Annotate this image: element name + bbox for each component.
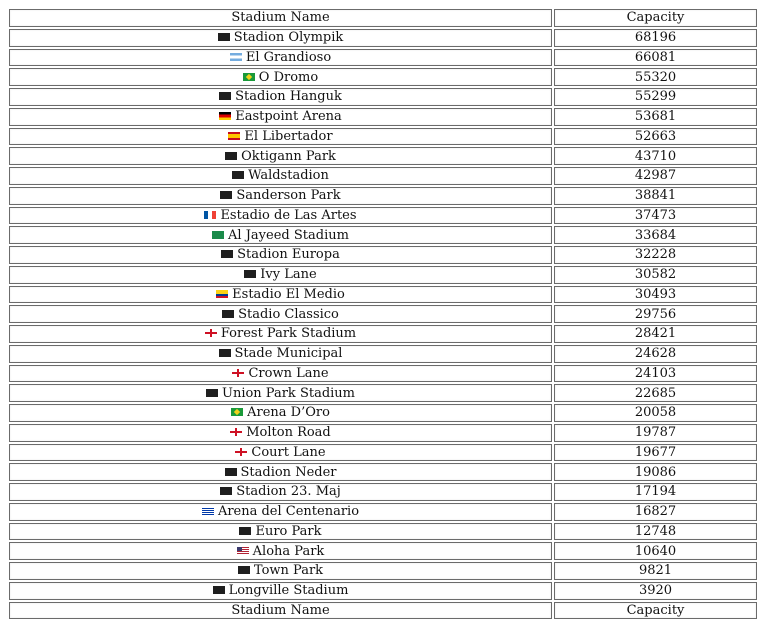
stadium-name-cell [9, 266, 552, 284]
stadium-name: Stadion Europa [237, 247, 340, 263]
flag-icon [235, 448, 247, 456]
stadium-name: Eastpoint Arena [235, 109, 342, 125]
table-row [9, 404, 757, 422]
capacity-cell: 55299 [554, 88, 757, 106]
stadium-name: Ivy Lane [260, 267, 317, 283]
capacity-cell: 38841 [554, 187, 757, 205]
stadium-name: Al Jayeed Stadium [228, 227, 349, 243]
stadium-name: Stade Municipal [234, 346, 343, 362]
capacity-cell: 24103 [554, 365, 757, 383]
flag-icon [213, 586, 225, 594]
stadium-name: Aloha Park [252, 543, 325, 559]
flag-icon [231, 408, 243, 416]
stadium-name: Arena del Centenario [217, 504, 360, 520]
table-row [9, 365, 757, 383]
flag-icon [228, 132, 240, 140]
table-row [9, 542, 757, 560]
table-row [9, 305, 757, 323]
stadium-name-cell [9, 582, 552, 600]
flag-icon [225, 152, 237, 160]
stadium-name: Oktigann Park [241, 148, 336, 164]
capacity-cell: 66081 [554, 49, 757, 67]
table-row [9, 266, 757, 284]
capacity-cell: 16827 [554, 503, 757, 521]
stadium-name: Forest Park Stadium [220, 326, 357, 342]
table-row [9, 424, 757, 442]
table-row [9, 207, 757, 225]
table-row [9, 384, 757, 402]
stadium-name: Estadio de Las Artes [220, 207, 357, 223]
stadium-name-cell [9, 424, 552, 442]
flag-icon [204, 211, 216, 219]
flag-icon [219, 349, 231, 357]
stadium-name-cell [9, 286, 552, 304]
table-row [9, 29, 757, 47]
stadium-name-cell [9, 128, 552, 146]
stadium-name-cell [9, 88, 552, 106]
table-row [9, 187, 757, 205]
capacity-cell: 28421 [554, 325, 757, 343]
table-row [9, 246, 757, 264]
flag-icon [238, 566, 250, 574]
stadium-name-cell [9, 503, 552, 521]
header-row [9, 9, 757, 27]
table-row [9, 463, 757, 481]
stadium-name-cell [9, 187, 552, 205]
stadium-name-cell [9, 523, 552, 541]
table-row [9, 147, 757, 165]
table-row [9, 226, 757, 244]
stadium-name: Stadion Hanguk [235, 89, 342, 105]
table-row [9, 68, 757, 86]
stadium-name: Arena D’Oro [247, 405, 330, 421]
table-row [9, 345, 757, 363]
stadium-name: Stadion Olympik [233, 30, 344, 46]
table-row [9, 503, 757, 521]
table-row [9, 88, 757, 106]
flag-icon [219, 112, 231, 120]
stadium-name: Stadion 23. Maj [236, 484, 341, 500]
flag-icon [206, 389, 218, 397]
capacity-cell: 68196 [554, 29, 757, 47]
capacity-cell: 24628 [554, 345, 757, 363]
capacity-cell: 33684 [554, 226, 757, 244]
capacity-cell: 30493 [554, 286, 757, 304]
flag-icon [225, 468, 237, 476]
stadium-name-cell [9, 345, 552, 363]
table-row [9, 49, 757, 67]
stadium-name: Town Park [253, 563, 324, 579]
stadium-name: Molton Road [246, 425, 331, 441]
stadium-name-cell [9, 305, 552, 323]
stadium-name-cell [9, 246, 552, 264]
stadium-name-cell [9, 562, 552, 580]
capacity-cell: 9821 [554, 562, 757, 580]
capacity-cell: 20058 [554, 404, 757, 422]
stadium-name-cell [9, 207, 552, 225]
capacity-cell: 42987 [554, 167, 757, 185]
footer-row [9, 602, 757, 620]
capacity-cell: 53681 [554, 108, 757, 126]
capacity-cell: 22685 [554, 384, 757, 402]
stadium-name-cell [9, 404, 552, 422]
stadium-name: Court Lane [251, 444, 326, 460]
table-row [9, 128, 757, 146]
flag-icon [212, 231, 224, 239]
table-row [9, 286, 757, 304]
flag-icon [221, 250, 233, 258]
stadium-name-cell [9, 167, 552, 185]
capacity-cell: 32228 [554, 246, 757, 264]
table-row [9, 483, 757, 501]
capacity-cell: 10640 [554, 542, 757, 560]
stadium-name-cell [9, 384, 552, 402]
stadium-name-cell [9, 226, 552, 244]
stadium-name: Crown Lane [248, 365, 329, 381]
flag-icon [218, 33, 230, 41]
capacity-cell: 19086 [554, 463, 757, 481]
footer-capacity[interactable]: Capacity [554, 602, 757, 620]
stadium-name-cell [9, 29, 552, 47]
stadium-name-cell [9, 542, 552, 560]
table-row [9, 562, 757, 580]
flag-icon [244, 270, 256, 278]
flag-icon [232, 369, 244, 377]
header-capacity[interactable]: Capacity [554, 9, 757, 27]
flag-icon [202, 507, 214, 515]
stadium-name: O Dromo [258, 69, 319, 85]
stadium-name: Stadio Classico [238, 306, 339, 322]
stadium-name: Euro Park [255, 523, 322, 539]
flag-icon [232, 171, 244, 179]
flag-icon [205, 329, 217, 337]
stadium-name: Waldstadion [248, 168, 329, 184]
table-row [9, 582, 757, 600]
stadium-name: Stadion Neder [240, 464, 337, 480]
stadium-name-cell [9, 463, 552, 481]
flag-icon [239, 527, 251, 535]
flag-icon [243, 73, 255, 81]
flag-icon [230, 53, 242, 61]
stadium-name-cell [9, 483, 552, 501]
stadium-name-cell [9, 325, 552, 343]
flag-icon [216, 290, 228, 298]
flag-icon [219, 92, 231, 100]
capacity-cell: 29756 [554, 305, 757, 323]
capacity-cell: 3920 [554, 582, 757, 600]
capacity-cell: 55320 [554, 68, 757, 86]
capacity-cell: 52663 [554, 128, 757, 146]
capacity-cell: 17194 [554, 483, 757, 501]
stadium-name-cell [9, 68, 552, 86]
stadium-name: El Grandioso [245, 49, 332, 65]
flag-icon [230, 428, 242, 436]
flag-icon [220, 487, 232, 495]
flag-icon [222, 310, 234, 318]
stadium-name: Longville Stadium [228, 583, 349, 599]
stadium-name-cell [9, 365, 552, 383]
flag-icon [220, 191, 232, 199]
stadium-name-cell [9, 108, 552, 126]
table-row [9, 444, 757, 462]
table-body [9, 29, 757, 600]
capacity-cell: 12748 [554, 523, 757, 541]
header-stadium-name[interactable]: Stadium Name [9, 9, 552, 27]
stadium-name-cell [9, 147, 552, 165]
footer-stadium-name[interactable]: Stadium Name [9, 602, 552, 620]
capacity-cell: 30582 [554, 266, 757, 284]
stadium-name: Estadio El Medio [232, 286, 345, 302]
stadium-name: Sanderson Park [236, 188, 341, 204]
stadium-name: Union Park Stadium [221, 385, 355, 401]
stadium-name-cell [9, 49, 552, 67]
table-row [9, 167, 757, 185]
stadium-table [7, 7, 759, 621]
stadium-name-cell [9, 444, 552, 462]
table-row [9, 523, 757, 541]
capacity-cell: 19677 [554, 444, 757, 462]
flag-icon [237, 547, 249, 555]
capacity-cell: 43710 [554, 147, 757, 165]
table-row [9, 108, 757, 126]
capacity-cell: 37473 [554, 207, 757, 225]
table-row [9, 325, 757, 343]
stadium-name: El Libertador [244, 128, 333, 144]
capacity-cell: 19787 [554, 424, 757, 442]
